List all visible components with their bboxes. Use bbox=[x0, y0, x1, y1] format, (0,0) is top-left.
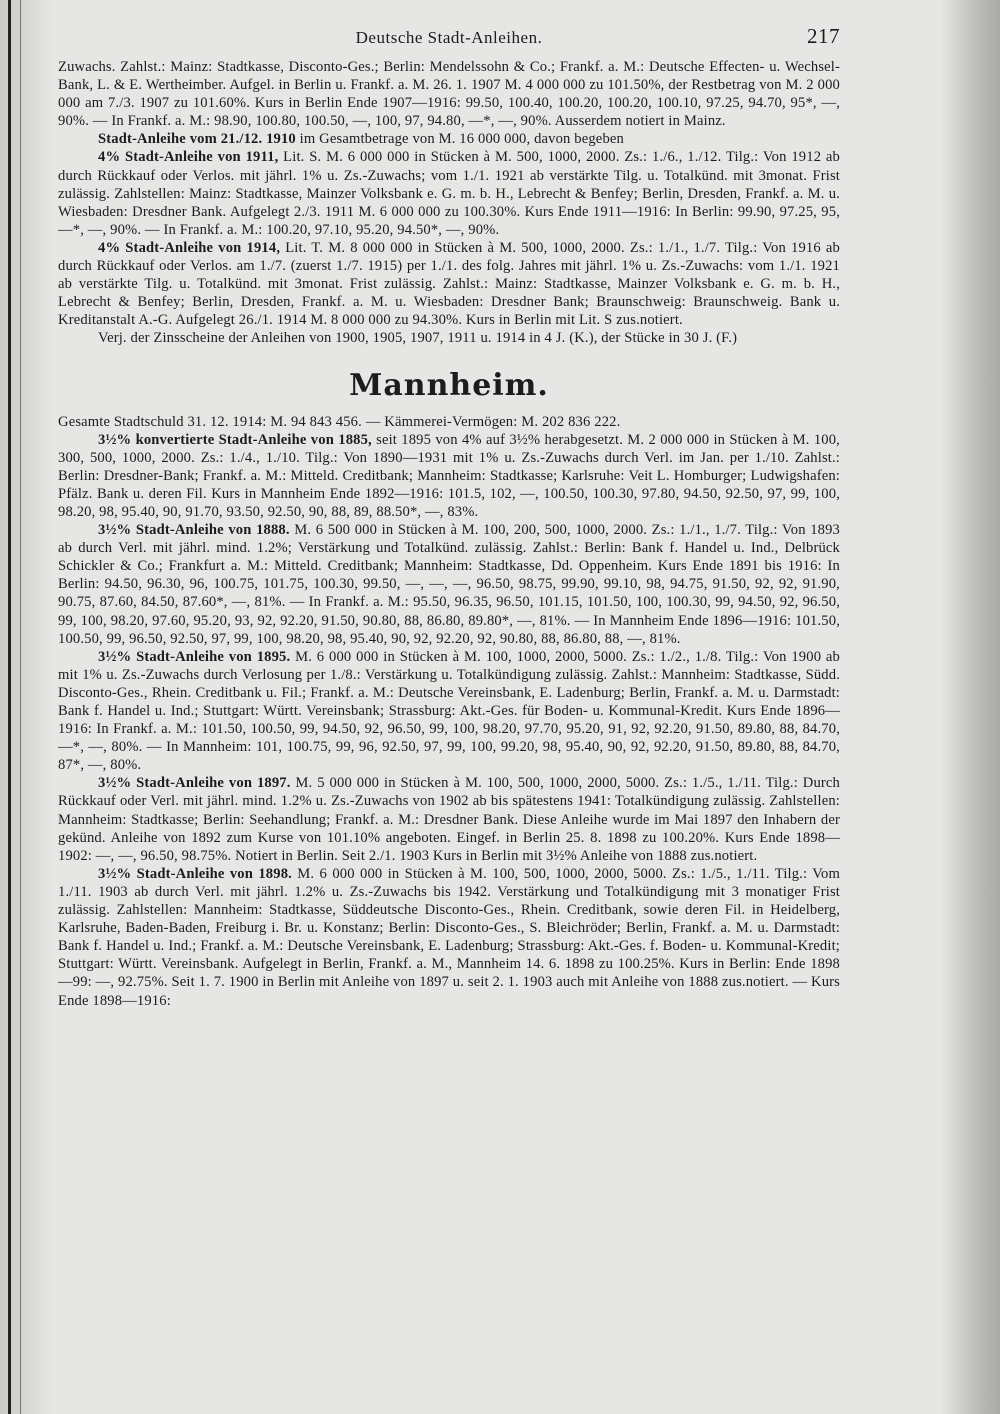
loan-text: M. 6 000 000 in Stücken à M. 100, 1000, 2000, 5000. Zs.: 1./2., 1./8. Tilg.: Von 1900 ab mit 1% u. Zs.-Zuwachs durch Verlosung per 1./8.: Verstärkung u. Totalkündigung zulässig. Zahlst.: Mannheim: Stadtkasse, Südd. Disconto-Ges., Rhein. Creditbank u. Fil.; Frankf. a. M.: Deutsche Vereinsbank, E. Ladenburg; Berlin, Frankf. a. M. u. Darmstadt: Bank f. Handel u. Ind.; Stuttgart: Württ. Vereinsbank; Strassburg: Akt.-Ges. für Boden- u. Kommunal-Kredit. Kurs Ende 1896—1916: In Frankf. a. M.: 101.50, 100.50, 99, 94.50, 92, 96.50, 99, 100, 98.20, 97.70, 95.20, 91, 92, 92.20, 91.50, 89.80, 88, 84.70, —*, —, 80%. — In Mannheim: 101, 100.75, 99, 96, 92.50, 97, 99, 100, 99.20, 98, 95.40, 90, 92, 92.20, 91.50, 89.80, 88, 84.70, 87*, —, 80%. bbox=[58, 648, 841, 774]
loan-title: 3½% Stadt-Anleihe von 1898. bbox=[98, 865, 292, 882]
loan-text: M. 6 000 000 in Stücken à M. 100, 500, 1000, 2000, 5000. Zs.: 1./5., 1./11. Tilg.: Vom 1./11. 1903 ab durch Verl. mit jährl. 1.2% u. Zs.-Zuwachs bis 1942. Verstärkung und Totalkündigung mit 3 monatiger Frist zulässig. Zahlstellen: Mannheim: Stadtkasse, Süddeutsche Disconto-Ges., Rhein. Creditbank, sowie deren Fil. in Heidelberg, Karlsruhe, Baden-Baden, Freiburg i. Br. u. Konstanz; Berlin: Disconto-Ges., S. Bleichröder; Berlin, Frankf. a. M. u. Darmstadt: Bank f. Handel u. Ind.; Frankf. a. M.: Deutsche Vereinsbank, E. Ladenburg; Strassburg: Akt.-Ges. f. Boden- u. Kommunal-Kredit; Stuttgart: Württ. Vereinsbank. Aufgelegt in Berlin, Frankf. a. M., Mannheim 14. 6. 1898 zu 100.25%. Kurs in Berlin: Ende 1898—99: —, 92.75%. Seit 1. 7. 1900 in Berlin mit Anleihe von 1897 u. seit 2. 1. 1903 auch mit Anleihe von 1888 zus.notiert. — Kurs Ende 1898—1916: bbox=[58, 865, 841, 1009]
loan-title: 4% Stadt-Anleihe von 1914, bbox=[98, 239, 281, 256]
loan-text: im Gesamtbetrage von M. 16 000 000, davon begeben bbox=[295, 131, 624, 148]
page-edge-shadow bbox=[940, 0, 1000, 1414]
document-page bbox=[58, 24, 841, 1010]
loan-title: 3½% Stadt-Anleihe von 1897. bbox=[98, 775, 291, 792]
page-number: 217 bbox=[807, 24, 840, 48]
paragraph-loan-1898 bbox=[58, 865, 840, 1010]
book-gutter bbox=[0, 0, 52, 1414]
loan-title: 3½% Stadt-Anleihe von 1888. bbox=[98, 522, 290, 539]
paragraph-loan-1911 bbox=[58, 148, 840, 238]
paragraph-verjaehrung: Verj. der Zinsscheine der Anleihen von 1900, 1905, 1907, 1911 u. 1914 in 4 J. (K.), der Stücke in 30 J. (F.) bbox=[98, 330, 738, 347]
loan-title: 3½% Stadt-Anleihe von 1895. bbox=[98, 648, 291, 665]
section-heading: Mannheim. bbox=[349, 367, 549, 403]
running-title: Deutsche Stadt-Anleihen. bbox=[355, 28, 543, 47]
mainz-section bbox=[58, 58, 840, 348]
loan-text: seit 1895 von 4% auf 3½% herabgesetzt. M. 2 000 000 in Stücken à M. 100, 300, 500, 1000, 2000. Zs.: 1./4., 1./10. Tilg.: Von 1890—1931 mit 1% u. Zs.-Zuwachs durch Verl. im Jan. per 1./10. Zahlst.: Berlin: Dresdner-Bank; Frankf. a. M.: Mitteld. Creditbank; Mannheim: Stadtkasse; Karlsruhe: Veit L. Homburger; Ludwigshafen: Pfälz. Bank u. deren Fil. Kurs in Mannheim Ende 1892—1916: 101.5, 102, —, 100.50, 100.30, 97.80, 94.50, 92.50, 97, 99, 100, 98.20, 98, 95.40, 90, 91.70, 93.50, 92.50, 90, 88, 89, 88.50*, —, 83%. bbox=[58, 431, 840, 520]
paragraph-loan-1910 bbox=[58, 130, 840, 148]
loan-title: Stadt-Anleihe vom 21./12. 1910 bbox=[98, 131, 296, 148]
loan-title: 4% Stadt-Anleihe von 1911, bbox=[98, 149, 279, 166]
loan-text: Lit. S. M. 6 000 000 in Stücken à M. 500, 1000, 2000. Zs.: 1./6., 1./12. Tilg.: Von 1912 ab durch Rückkauf oder Verlos. mit jährl. 1% u. Zs.-Zuwachs; vom 1./1. 1921 ab verstärkte Tilg. u. Totalkünd. mit 3monat. Frist zulässig. Zahlstellen: Mainz: Stadtkasse, Mainzer Volksbank e. G. m. b. H., Lebrecht & Benfey; Berlin, Dresden, Frankf. a. M. u. Wiesbaden: Dresdner Bank. Aufgelegt 2./3. 1911 M. 6 000 000 zu 100.30%. Kurs Ende 1911—1916: In Berlin: 99.90, 97.25, 95, —*, —, 90%. — In Frankf. a. M.: 100.20, 97.10, 95.20, 94.50*, —, 90%. bbox=[58, 149, 841, 238]
paragraph-loan-1888 bbox=[58, 521, 840, 648]
paragraph-loan-1914 bbox=[58, 239, 840, 329]
mannheim-section bbox=[58, 413, 840, 1010]
running-header bbox=[58, 24, 840, 58]
paragraph-loan-1895 bbox=[58, 648, 840, 775]
paragraph-loan-1885 bbox=[58, 431, 840, 521]
loan-title: 3½% konvertierte Stadt-Anleihe von 1885, bbox=[98, 431, 372, 448]
gutter-line-thin bbox=[20, 0, 21, 1414]
loan-text: Lit. T. M. 8 000 000 in Stücken à M. 500, 1000, 2000. Zs.: 1./1., 1./7. Tilg.: Von 1916 ab durch Rückkauf oder Verlos. am 1./7. (zuerst 1./7. 1915) per 1./1. des folg. Jahres mit jährl. 1% u. Zs.-Zuwachs: vom 1./1. 1921 ab verstärkte Tilg. u. Totalkünd. mit 3monat. Frist zulässig. Zahlst.: Mainz: Stadtkasse, Mainzer Volksbank e. G. m. b. H., Lebrecht & Benfey; Berlin, Dresden, Frankf. a. M. u. Wiesbaden: Dresdner Bank; Braunschweig: Braunschweig. Bank u. Kreditanstalt A.-G. Aufgelegt 26./1. 1914 M. 8 000 000 zu 94.30%. Kurs in Berlin mit Lit. S zus.notiert. bbox=[58, 239, 840, 329]
gutter-line bbox=[8, 0, 11, 1414]
paragraph-intro: Gesamte Stadtschuld 31. 12. 1914: M. 94 843 456. — Kämmerei-Vermögen: M. 202 836 222. bbox=[58, 413, 621, 430]
paragraph-loan-1897 bbox=[58, 774, 840, 864]
loan-text: M. 5 000 000 in Stücken à M. 100, 500, 1000, 2000, 5000. Zs.: 1./5., 1./11. Tilg.: Durch Rückkauf oder Verl. mit jährl. mind. 1.2% u. Zs.-Zuwachs von 1902 ab bis spätestens 1941: Totalkündigung zulässig. Zahlstellen: Mannheim: Stadtkasse; Berlin: Seehandlung; Frankf. a. M.: Dresdner Bank. Diese Anleihe wurde im Mai 1897 den Inhabern der gekünd. Anleihe von 1892 zum Kurse von 101.10% angeboten. Eingef. in Berlin 25. 8. 1898 zu 100.20%. Kurs Ende 1898—1902: —, —, 96.50, 98.75%. Notiert in Berlin. Seit 2./1. 1903 Kurs in Berlin mit 3½% Anleihe von 1888 zus.notiert. bbox=[58, 775, 841, 864]
loan-text: M. 6 500 000 in Stücken à M. 100, 200, 500, 1000, 2000. Zs.: 1./1., 1./7. Tilg.: Von 1893 ab durch Verl. mit jährl. mind. 1.2%; Verstärkung und Totalkünd. zulässig. Zahlst.: Berlin: Bank f. Handel u. Ind., Delbrück Schickler & Co.; Frankfurt a. M.: Mitteld. Creditbank; Mannheim: Stadtkasse, Dd. Oppenheim. Kurs Ende 1891 bis 1916: In Berlin: 94.50, 96.30, 96, 100.75, 101.75, 100.30, 99.50, —, —, —, 96.50, 98.75, 99.90, 99.10, 98, 94.75, 91.50, 92, 92, 91.90, 90.75, 87.60, 84.50, 87.60*, —, 81%. — In Frankf. a. M.: 95.50, 96.35, 96.50, 101.15, 101.50, 100, 100.30, 99, 94.50, 92, 96.50, 99, 100, 98.20, 97.60, 95.20, 93, 92, 92.20, 91.50, 90.80, 88, 86.80, 89.80*, —, 81%. — In Mannheim Ende 1896—1916: 101.50, 100.50, 99, 96.50, 92.50, 97, 99, 100, 98.20, 98, 95.40, 90, 92, 92.20, 92, 90.80, 88, 86.80, 88, —, 81%. bbox=[58, 522, 840, 647]
paragraph-mainz-continued: Zuwachs. Zahlst.: Mainz: Stadtkasse, Disconto-Ges.; Berlin: Mendelssohn & Co.; Frankf. a. M.: Deutsche Effecten- u. Wechsel-Bank, L. & E. Wertheimber. Aufgel. in Berlin u. Frankf. a. M. 26. 1. 1907 M. 4 000 000 zu 101.50%, der Restbetrag von M. 2 000 000 am 7./3. 1907 zu 101.60%. Kurs in Berlin Ende 1907—1916: 99.50, 100.40, 100.20, 100.20, 100.10, 97.25, 94.70, 95*, —, 90%. — In Frankf. a. M.: 98.90, 100.80, 100.50, —, 100, 97, 94.80, —*, —, 90%. Ausserdem notiert in Mainz. bbox=[58, 59, 840, 130]
